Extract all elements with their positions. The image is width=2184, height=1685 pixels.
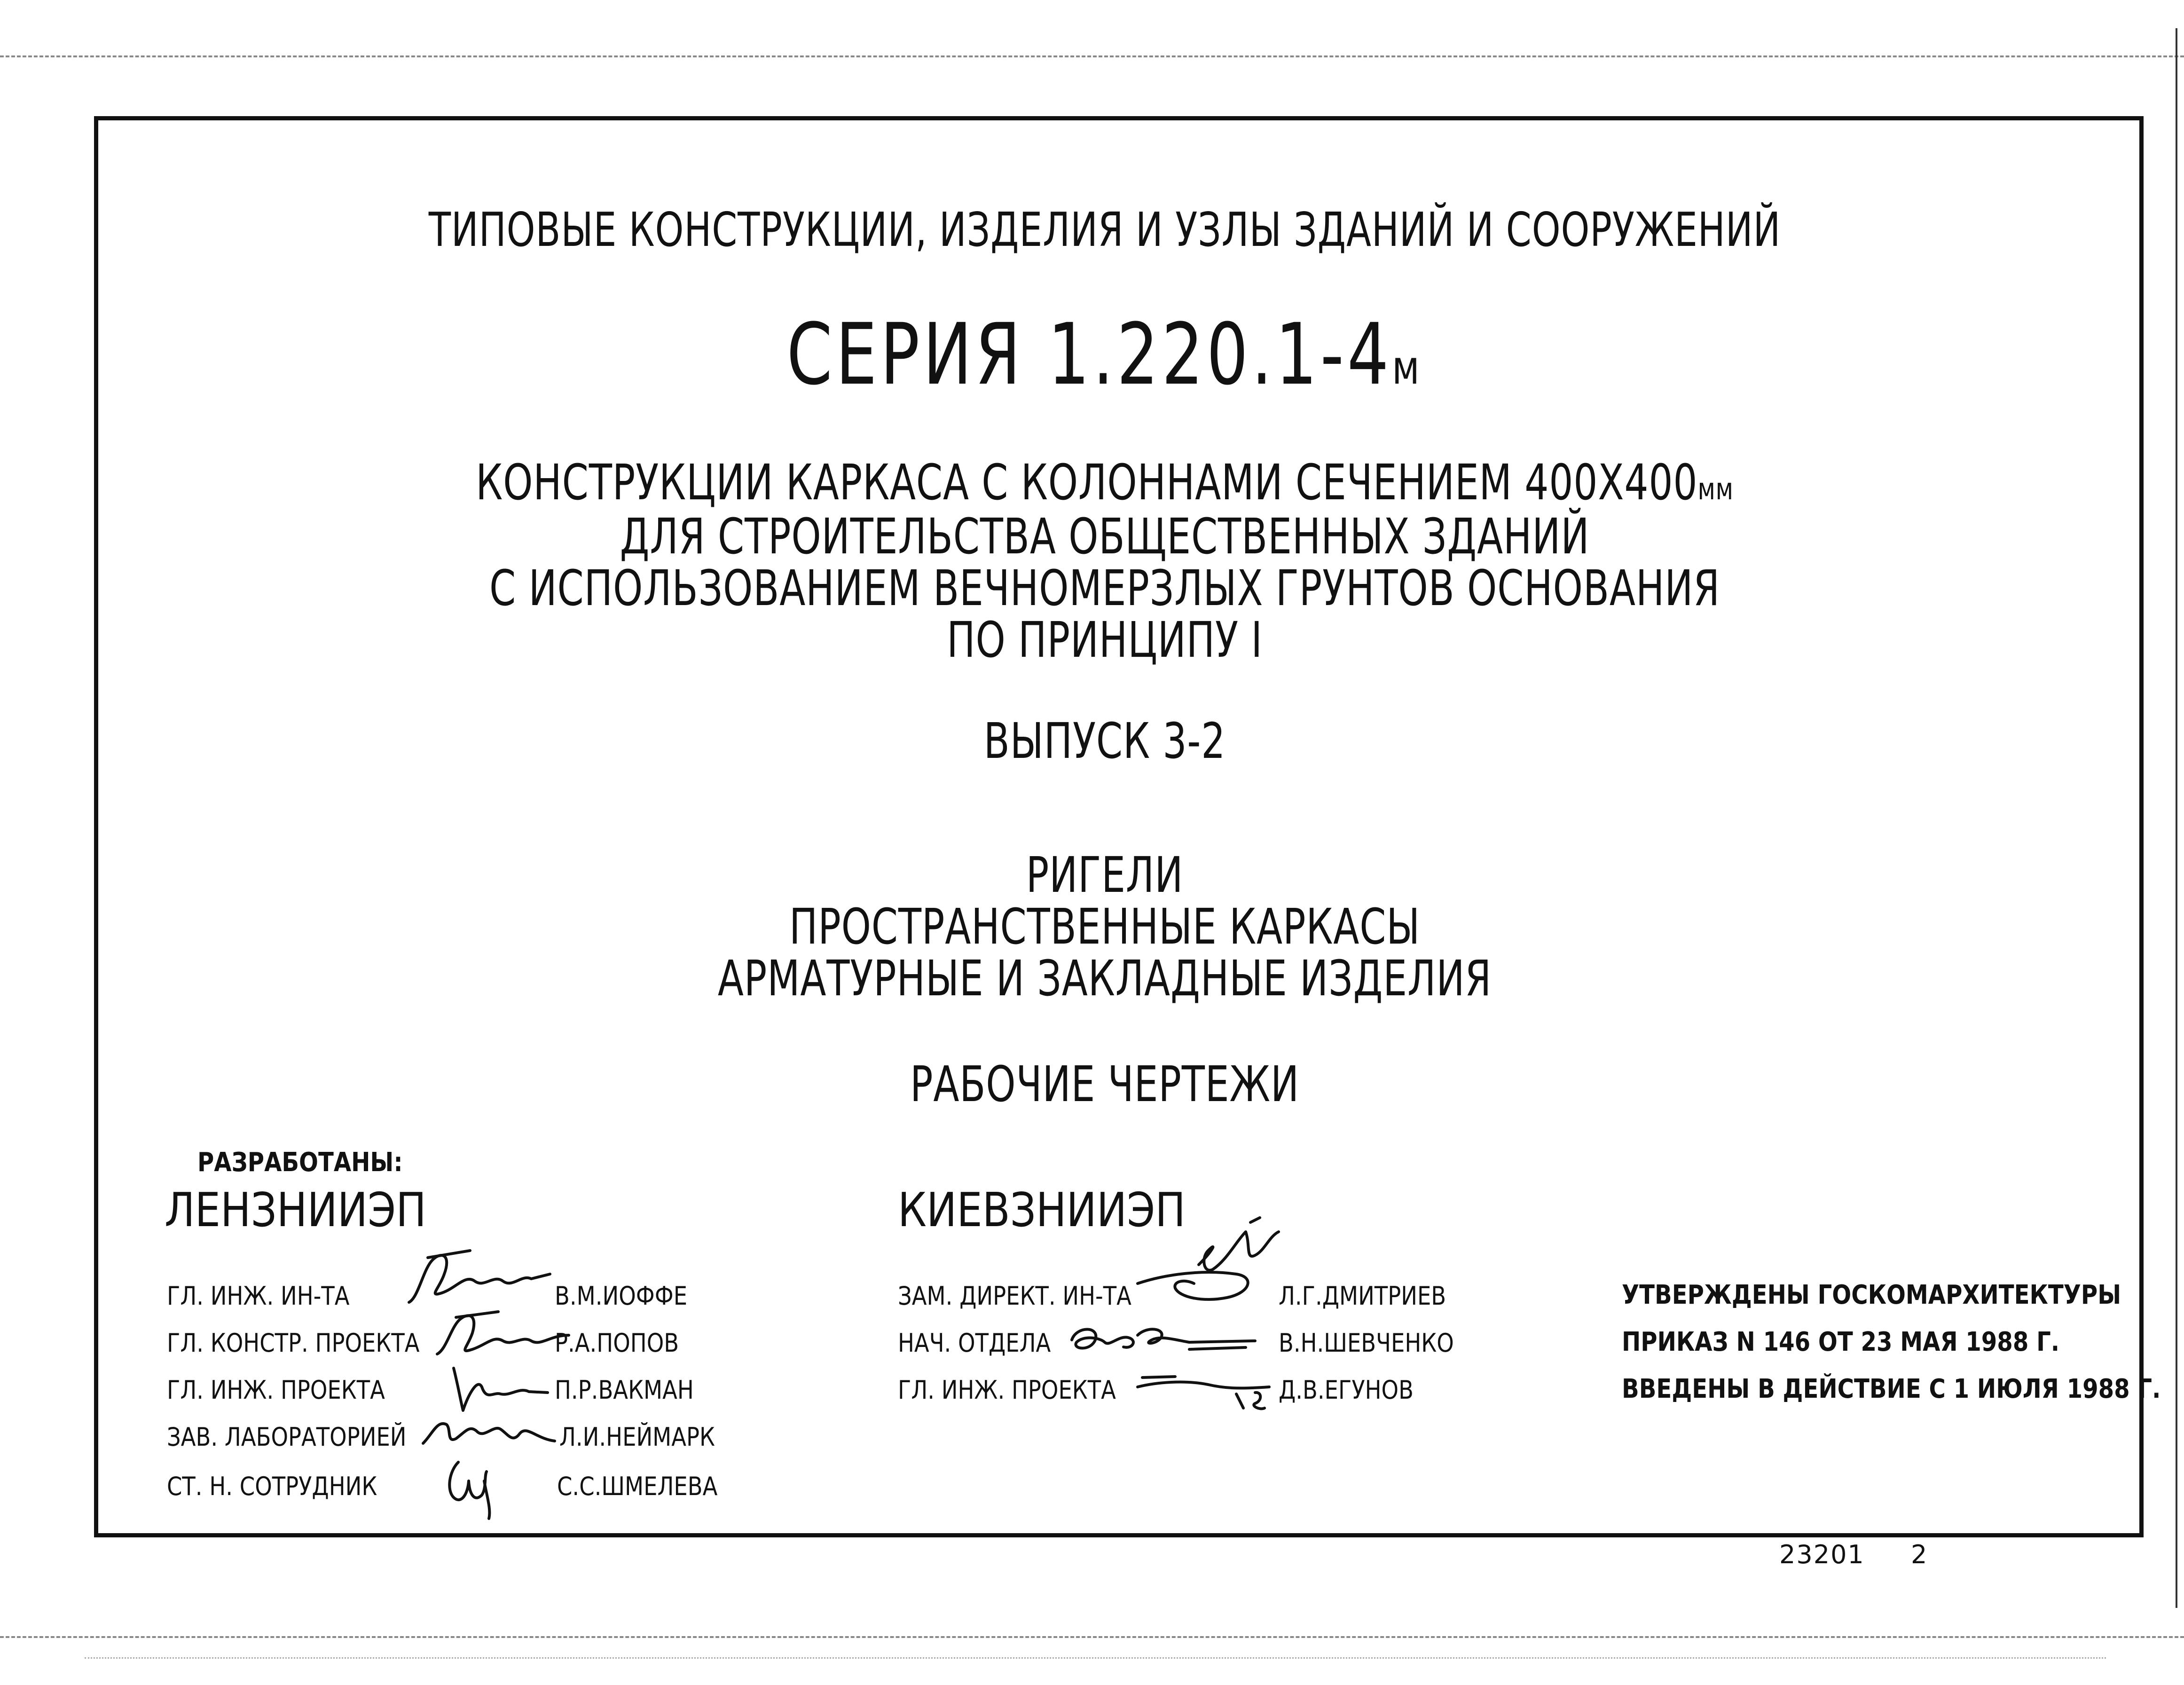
signature-dmitriev — [1119, 1204, 1297, 1316]
contents-line-1: РИГЕЛИ — [1026, 846, 1184, 904]
developed-label: РАЗРАБОТАНЫ: — [197, 1147, 403, 1178]
document-code: 23201 — [1779, 1540, 1865, 1569]
org-right-person-1: Л.Г.ДМИТРИЕВ — [1279, 1281, 1446, 1311]
org-left-person-1: В.М.ИОФФЕ — [555, 1281, 688, 1311]
series-title — [276, 306, 1933, 404]
signature-egunov — [1128, 1363, 1283, 1415]
subject-line-1-text: КОНСТРУКЦИИ КАРКАСА С КОЛОННАМИ СЕЧЕНИЕМ 400Х400 — [476, 454, 1698, 511]
issue-number: ВЫПУСК 3-2 — [983, 712, 1226, 770]
scan-right-edge — [2176, 28, 2177, 1608]
org-right-role-3: ГЛ. ИНЖ. ПРОЕКТА — [898, 1375, 1116, 1405]
org-left-person-4: Л.И.НЕЙМАРК — [559, 1422, 715, 1452]
org-right-role-2: НАЧ. ОТДЕЛА — [898, 1328, 1051, 1358]
scan-bottom-edge — [0, 1636, 2184, 1638]
org-left-person-2: Р.А.ПОПОВ — [555, 1328, 679, 1358]
header-title: ТИПОВЫЕ КОНСТРУКЦИИ, ИЗДЕЛИЯ И УЗЛЫ ЗДАНИЙ И СООРУЖЕНИЙ — [428, 202, 1781, 257]
signature-shmeleva — [440, 1453, 510, 1523]
org-left-name: ЛЕНЗНИИЭП — [165, 1182, 426, 1237]
org-right-name: КИЕВЗНИИЭП — [898, 1182, 1186, 1237]
org-right-person-3: Д.В.ЕГУНОВ — [1279, 1375, 1414, 1405]
page-number: 2 — [1911, 1540, 1928, 1569]
org-right-person-2: В.Н.ШЕВЧЕНКО — [1279, 1328, 1454, 1358]
approval-line-1: УТВЕРЖДЕНЫ ГОСКОМАРХИТЕКТУРЫ — [1622, 1280, 2121, 1310]
series-number: СЕРИЯ 1.220.1-4 — [786, 306, 1392, 404]
scan-top-edge — [0, 55, 2184, 57]
signature-ioffe — [400, 1241, 555, 1312]
org-left-role-1: ГЛ. ИНЖ. ИН-ТА — [167, 1281, 350, 1311]
signature-popov — [432, 1307, 573, 1363]
subject-line-2: ДЛЯ СТРОИТЕЛЬСТВА ОБЩЕСТВЕННЫХ ЗДАНИЙ — [620, 508, 1590, 565]
org-left-role-5: СТ. Н. СОТРУДНИК — [167, 1472, 377, 1501]
subject-line-1-unit: мм — [1697, 472, 1734, 507]
subject-line-3: С ИСПОЛЬЗОВАНИЕМ ВЕЧНОМЕРЗЛЫХ ГРУНТОВ ОСНОВАНИЯ — [489, 559, 1720, 617]
signature-shevchenko — [1058, 1316, 1265, 1359]
contents-line-2: ПРОСТРАНСТВЕННЫЕ КАРКАСЫ — [789, 898, 1421, 955]
approval-line-3: ВВЕДЕНЫ В ДЕЙСТВИЕ С 1 ИЮЛЯ 1988 Г. — [1622, 1374, 2161, 1404]
org-left-role-4: ЗАВ. ЛАБОРАТОРИЕЙ — [167, 1422, 407, 1452]
contents-line-3: АРМАТУРНЫЕ И ЗАКЛАДНЫЕ ИЗДЕЛИЯ — [717, 950, 1492, 1007]
document-type: РАБОЧИЕ ЧЕРТЕЖИ — [910, 1055, 1300, 1113]
subject-line-4: ПО ПРИНЦИПУ I — [947, 611, 1263, 669]
scan-bottom-edge-dotted — [85, 1657, 2106, 1659]
org-left-role-3: ГЛ. ИНЖ. ПРОЕКТА — [167, 1375, 385, 1405]
org-left-role-2: ГЛ. КОНСТР. ПРОЕКТА — [167, 1328, 420, 1358]
signature-neimark — [418, 1406, 559, 1457]
org-left-person-5: С.С.ШМЕЛЕВА — [557, 1472, 718, 1501]
org-right-role-1: ЗАМ. ДИРЕКТ. ИН-ТА — [898, 1281, 1131, 1311]
approval-line-2: ПРИКАЗ N 146 ОТ 23 МАЯ 1988 Г. — [1622, 1327, 2060, 1357]
subject-line-1 — [276, 454, 1933, 511]
org-left-person-3: П.Р.ВАКМАН — [555, 1375, 694, 1405]
series-suffix: м — [1392, 340, 1423, 395]
